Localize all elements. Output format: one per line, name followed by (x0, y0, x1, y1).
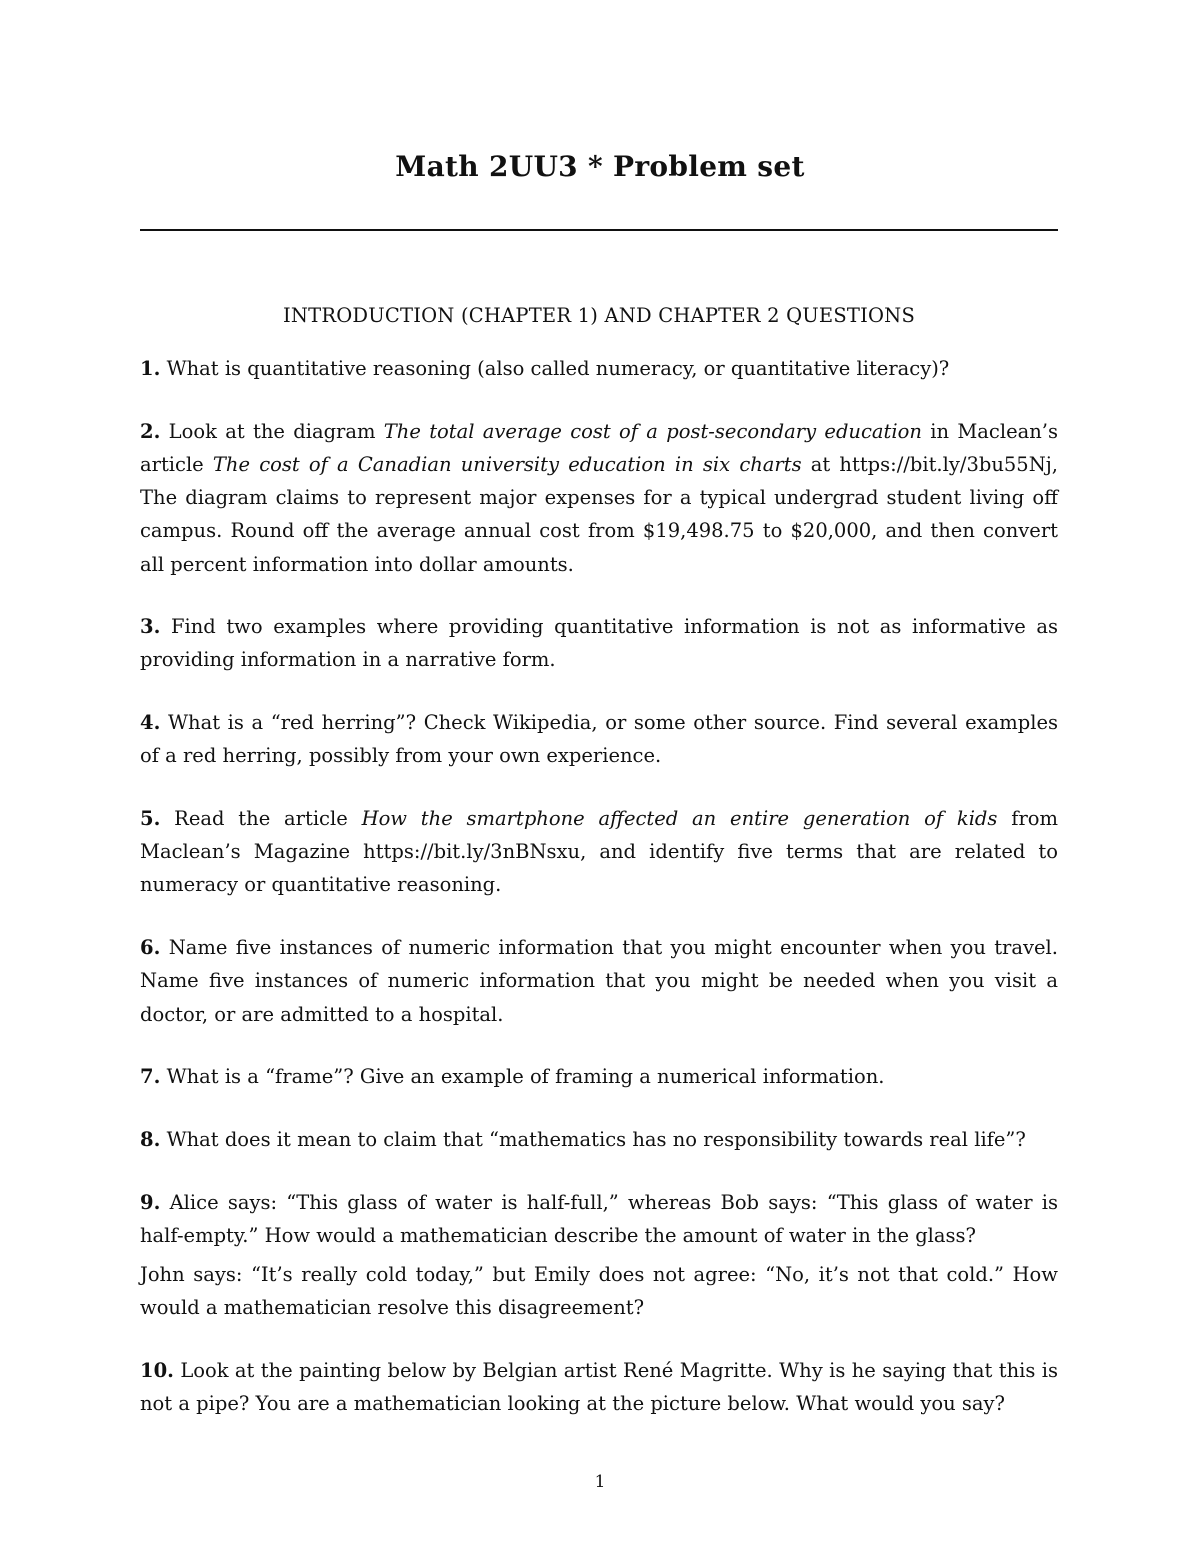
problem-text: What does it mean to claim that “mathematics has no responsibility towards real life”? (166, 1127, 1026, 1151)
article-title: How the smartphone affected an entire generation of kids (361, 807, 998, 831)
problem-9-part-2: John says: “It’s really cold today,” but Emily does not agree: “No, it’s not that cold.” How would a mathematician resolve this disagreement? (140, 1263, 1058, 1320)
diagram-title: The total average cost of a post-secondary education (383, 419, 922, 443)
problem-text-part: at https://bit.ly/3bu55Nj, The diagram claims to represent major expenses for a typical undergrad student living off campus. Round off the average annual cost from $19,498.75 to $20,000, and then convert all percent information into dollar amounts. (140, 452, 1059, 576)
problem-text: What is a “red herring”? Check Wikipedia, or some other source. Find several examples of a red herring, possibly from your own experience. (140, 711, 1058, 768)
problem-text: Look at the painting below by Belgian artist René Magritte. Why is he saying that this is not a pipe? You are a mathematician looking at the picture below. What would you say? (140, 1358, 1058, 1416)
problem-text-part: in Maclean’s article (140, 419, 1059, 476)
problem-1 (140, 352, 1058, 385)
article-title: The cost of a Canadian university education in six charts (212, 452, 802, 476)
problem-number: 1. (140, 357, 161, 380)
problem-text-part: Read the article (174, 807, 362, 831)
problem-number: 6. (140, 936, 161, 960)
problem-7 (140, 1060, 1058, 1093)
problem-text-part: Look at the diagram (168, 419, 384, 443)
problem-list (140, 352, 1058, 1450)
title-divider (140, 229, 1058, 231)
page-number: 1 (594, 1472, 606, 1492)
problem-text-part: from Maclean’s Magazine https://bit.ly/3nBNsxu, and identify five terms that are related to numeracy or quantitative reasoning. (140, 807, 1058, 897)
problem-4 (140, 706, 1058, 772)
problem-8 (140, 1123, 1058, 1156)
problem-number: 10. (140, 1358, 174, 1382)
page-title: Math 2UU3 * Problem set (395, 150, 805, 183)
section-heading: INTRODUCTION (CHAPTER 1) AND CHAPTER 2 QUESTIONS (282, 304, 916, 327)
problem-text: Name five instances of numeric information that you might encounter when you travel. Name five instances of numeric information that you might be needed when you visit a doctor, or are admitted to a hospital. (140, 936, 1058, 1026)
problem-6 (140, 931, 1058, 1031)
problem-10 (140, 1354, 1058, 1420)
problem-number: 4. (140, 711, 161, 735)
problem-number: 7. (140, 1065, 161, 1089)
problem-text: What is a “frame”? Give an example of framing a numerical information. (166, 1065, 885, 1089)
problem-text: Alice says: “This glass of water is half-full,” whereas Bob says: “This glass of water is half-empty.” How would a mathematician describe the amount of water in the glass? (140, 1190, 1058, 1247)
problem-number: 5. (140, 807, 161, 831)
problem-9-part-1 (140, 1186, 1058, 1252)
problem-number: 3. (140, 615, 161, 639)
problem-number: 2. (140, 419, 161, 443)
problem-9 (140, 1186, 1058, 1325)
problem-5 (140, 802, 1058, 902)
problem-2 (140, 415, 1058, 581)
problem-3 (140, 610, 1058, 676)
problem-text: What is quantitative reasoning (also called numeracy, or quantitative literacy)? (166, 357, 950, 380)
problem-number: 8. (140, 1127, 161, 1151)
problem-number: 9. (140, 1190, 161, 1214)
problem-text: Find two examples where providing quantitative information is not as informative as providing information in a narrative form. (140, 615, 1058, 672)
